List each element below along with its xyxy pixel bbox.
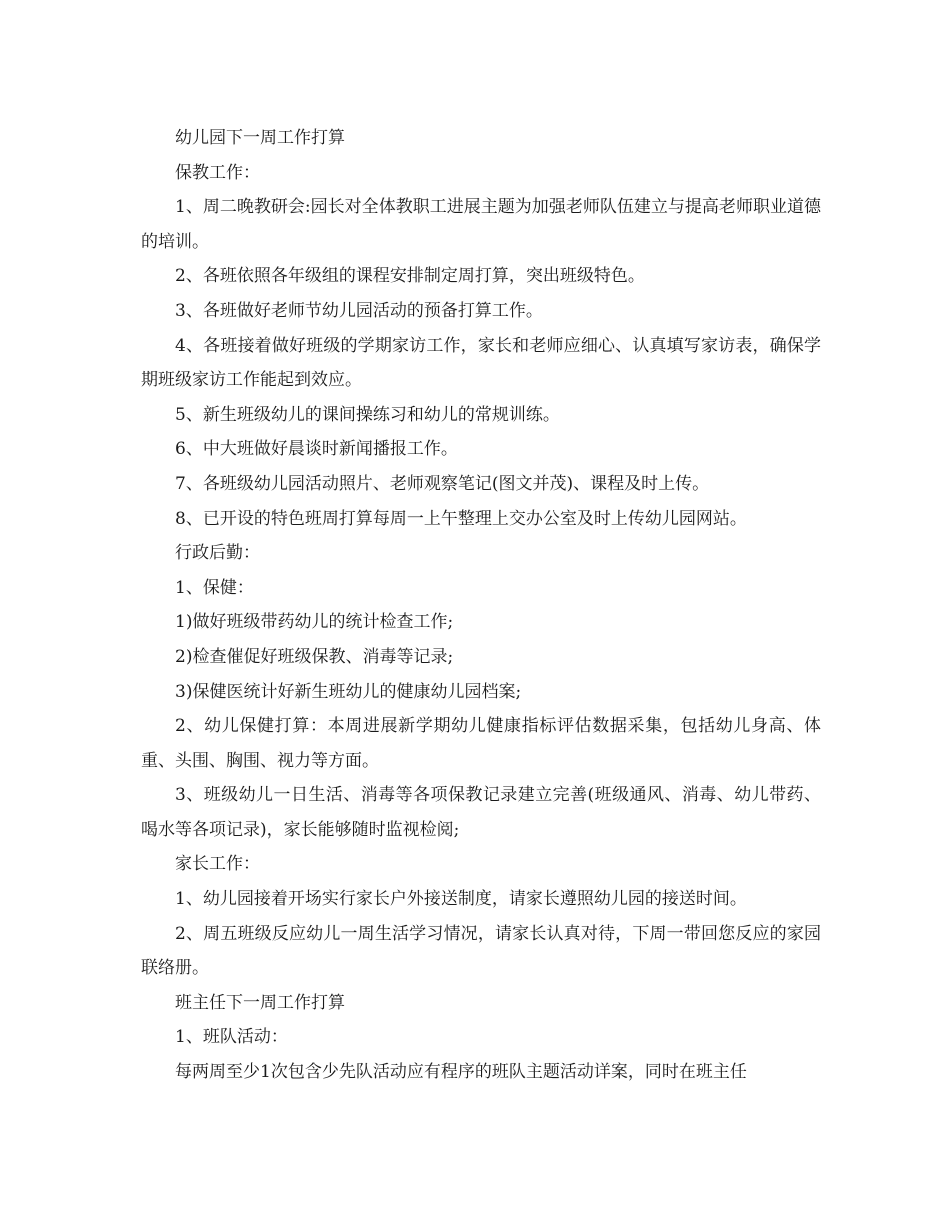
paragraph: 3、班级幼儿一日生活、消毒等各项保教记录建立完善(班级通风、消毒、幼儿带药、喝水等各项记录)，家长能够随时监视检阅; [141, 785, 821, 840]
paragraph: 1)做好班级带药幼儿的统计检查工作; [175, 612, 454, 633]
paragraph: 2、周五班级反应幼儿一周生活学习情况，请家长认真对待，下周一带回您反应的家园联络册。 [141, 923, 821, 979]
paragraph: 1、幼儿园接着开场实行家长户外接送制度，请家长遵照幼儿园的接送时间。 [175, 889, 747, 910]
section-heading-teaching: 保教工作： [175, 162, 260, 183]
section-heading-parents: 家长工作： [175, 854, 260, 875]
paragraph: 3)保健医统计好新生班幼儿的健康幼儿园档案; [175, 681, 522, 702]
paragraph: 1、保健： [175, 577, 254, 598]
paragraph: 2、各班依照各年级组的课程安排制定周打算，突出班级特色。 [175, 266, 645, 287]
paragraph: 3、各班做好老师节幼儿园活动的预备打算工作。 [175, 300, 543, 321]
paragraph: 每两周至少1次包含少先队活动应有程序的班队主题活动详案，同时在班主任 [175, 1062, 747, 1083]
paragraph: 2、幼儿保健打算：本周进展新学期幼儿健康指标评估数据采集，包括幼儿身高、体重、头围、胸围、视力等方面。 [141, 716, 821, 771]
paragraph: 6、中大班做好晨谈时新闻播报工作。 [175, 439, 458, 460]
section-heading-admin: 行政后勤： [175, 543, 260, 564]
paragraph: 5、新生班级幼儿的课间操练习和幼儿的常规训练。 [175, 404, 560, 425]
paragraph: 2)检查催促好班级保教、消毒等记录; [175, 646, 454, 667]
document-body [141, 121, 821, 1090]
paragraph: 7、各班级幼儿园活动照片、老师观察笔记(图文并茂)、课程及时上传。 [175, 473, 710, 494]
paragraph: 8、已开设的特色班周打算每周一上午整理上交办公室及时上传幼儿园网站。 [175, 508, 747, 529]
section-heading-head-teacher: 班主任下一周工作打算 [175, 992, 345, 1013]
doc-title: 幼儿园下一周工作打算 [175, 128, 345, 148]
paragraph: 1、周二晚教研会:园长对全体教职工进展主题为加强老师队伍建立与提高老师职业道德的培训。 [141, 197, 821, 252]
paragraph: 4、各班接着做好班级的学期家访工作，家长和老师应细心、认真填写家访表，确保学期班级家访工作能起到效应。 [141, 335, 821, 391]
paragraph: 1、班队活动： [175, 1027, 288, 1048]
